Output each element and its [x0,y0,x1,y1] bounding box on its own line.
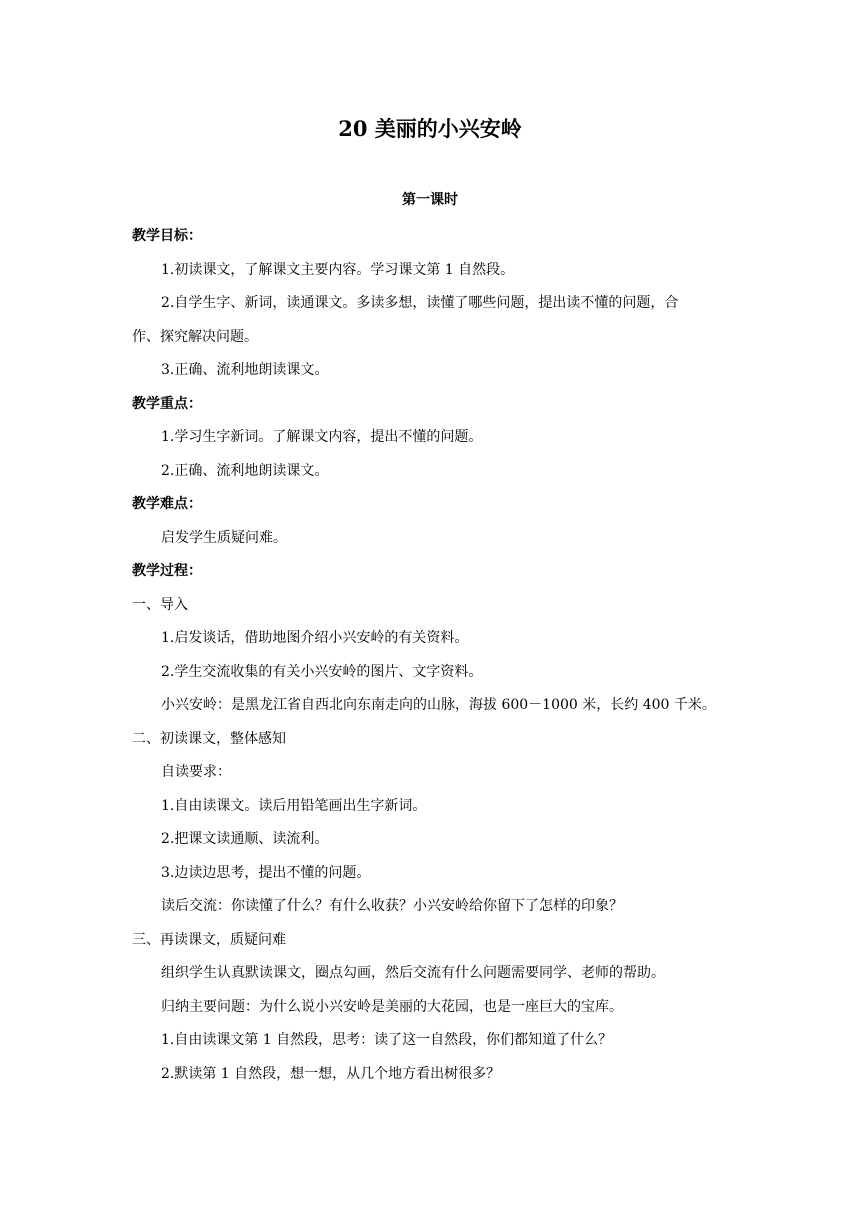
section-heading: 教学过程： [132,563,202,579]
paragraph-line: 作、探究解决问题。 [132,328,258,345]
paragraph-line: 1.初读课文，了解课文主要内容。学习课文第 1 自然段。 [161,261,515,278]
paragraph-line: 2.学生交流收集的有关小兴安岭的图片、文字资料。 [161,663,483,680]
paragraph-line: 2.自学生字、新词，读通课文。多读多想，读懂了哪些问题，提出读不懂的问题，合 [161,295,679,311]
paragraph-line: 自读要求： [161,764,231,780]
paragraph-line: 2.把课文读通顺、读流利。 [161,831,329,847]
paragraph-line: 组织学生认真默读课文，圈点勾画，然后交流有什么问题需要同学、老师的帮助。 [161,965,665,981]
paragraph-line: 2.正确、流利地朗读课文。 [161,462,329,479]
paragraph-line: 1.启发谈话，借助地图介绍小兴安岭的有关资料。 [161,630,469,646]
paragraph-line: 1.自由读课文。读后用铅笔画出生字新词。 [161,797,427,814]
paragraph-line: 1.学习生字新词。了解课文内容，提出不懂的问题。 [161,429,483,445]
paragraph-line: 读后交流：你读懂了什么？有什么收获？小兴安岭给你留下了怎样的印象？ [161,898,623,914]
paragraph-line: 一、导入 [132,596,188,613]
section-heading: 教学难点： [132,496,202,512]
paragraph-line: 3.正确、流利地朗读课文。 [161,362,329,378]
section-heading: 教学重点： [132,395,202,412]
lesson-subtitle: 第一课时 [402,192,458,208]
paragraph-line: 三、再读课文，质疑问难 [132,931,286,948]
paragraph-line: 3.边读边思考，提出不懂的问题。 [161,864,371,881]
paragraph-line: 启发学生质疑问难。 [161,529,287,546]
paragraph-line: 二、初读课文，整体感知 [132,730,286,747]
document-title: 20 美丽的小兴安岭 [338,116,522,141]
paragraph-line: 小兴安岭：是黑龙江省自西北向东南走向的山脉，海拔 600－1000 米，长约 400 千米。 [161,697,716,713]
paragraph-line: 1.自由读课文第 1 自然段，思考：读了这一自然段，你们都知道了什么？ [161,1032,613,1048]
paragraph-line: 归纳主要问题：为什么说小兴安岭是美丽的大花园，也是一座巨大的宝库。 [161,998,623,1015]
section-heading: 教学目标： [132,228,202,244]
paragraph-line: 2.默读第 1 自然段，想一想，从几个地方看出树很多？ [161,1065,501,1082]
